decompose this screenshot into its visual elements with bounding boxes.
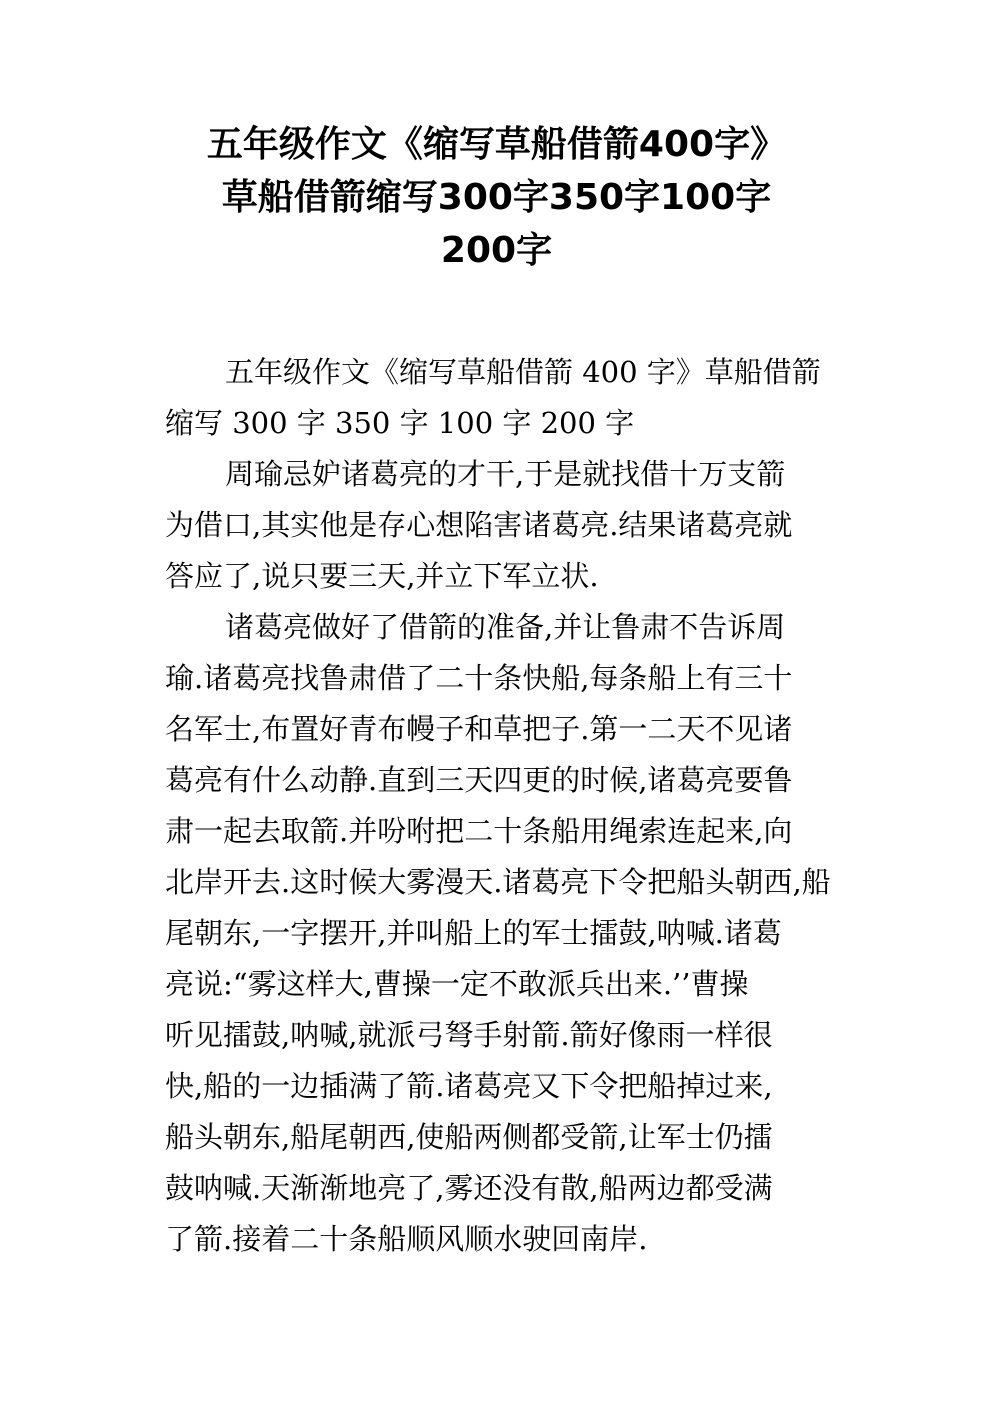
document-body [165, 347, 835, 1265]
paragraph-line: 鼓呐喊.天渐渐地亮了,雾还没有散,船两边都受满 [165, 1171, 773, 1205]
paragraph-1 [165, 347, 835, 449]
paragraph-line: 尾朝东,一字摆开,并叫船上的军士擂鼓,呐喊.诸葛 [165, 916, 782, 950]
paragraph-line: 亮说:“雾这样大,曹操一定不敢派兵出来.’’曹操 [165, 967, 749, 1001]
paragraph-line: 听见擂鼓,呐喊,就派弓弩手射箭.箭好像雨一样很 [165, 1018, 773, 1052]
document-title [120, 118, 873, 277]
paragraph-3 [165, 602, 835, 1265]
paragraph-line: 瑜.诸葛亮找鲁肃借了二十条快船,每条船上有三十 [165, 661, 793, 695]
title-line-2: 草船借箭缩写300字350字100字 [221, 177, 772, 218]
paragraph-line: 了箭.接着二十条船顺风顺水驶回南岸. [165, 1222, 648, 1256]
paragraph-line: 北岸开去.这时候大雾漫天.诸葛亮下令把船头朝西,船 [165, 865, 831, 899]
paragraph-line: 周瑜忌妒诸葛亮的才干,于是就找借十万支箭 [225, 457, 786, 491]
paragraph-line: 名军士,布置好青布幔子和草把子.第一二天不见诸 [165, 712, 793, 746]
paragraph-line: 船头朝东,船尾朝西,使船两侧都受箭,让军士仍擂 [165, 1120, 773, 1154]
paragraph-line: 诸葛亮做好了借箭的准备,并让鲁肃不告诉周 [225, 610, 786, 644]
paragraph-line: 答应了,说只要三天,并立下军立状. [165, 559, 599, 593]
paragraph-line: 肃一起去取箭.并吩咐把二十条船用绳索连起来,向 [165, 814, 793, 848]
paragraph-line: 为借口,其实他是存心想陷害诸葛亮.结果诸葛亮就 [165, 508, 793, 542]
paragraph-line: 快,船的一边插满了箭.诸葛亮又下令把船掉过来, [165, 1069, 773, 1103]
paragraph-line: 五年级作文《缩写草船借箭 400 字》草船借箭 [225, 355, 821, 389]
title-line-1: 五年级作文《缩写草船借箭400字》 [206, 124, 787, 165]
paragraph-line: 缩写 300 字 350 字 100 字 200 字 [165, 406, 635, 440]
paragraph-line: 葛亮有什么动静.直到三天四更的时候,诸葛亮要鲁 [165, 763, 793, 797]
title-line-3: 200字 [440, 230, 553, 271]
paragraph-2 [165, 449, 835, 602]
